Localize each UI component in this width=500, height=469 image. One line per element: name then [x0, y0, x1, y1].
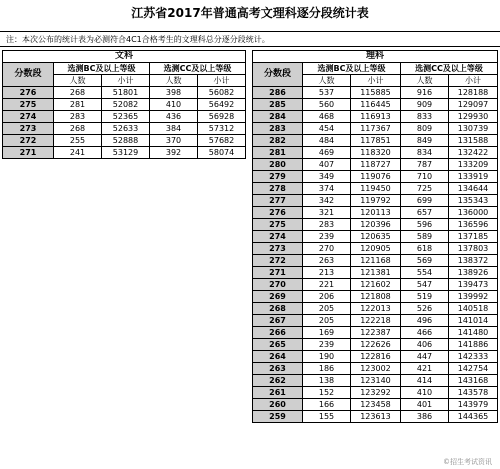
- like-table: [252, 50, 498, 423]
- table-row: [253, 99, 498, 111]
- score-band-cell: 275: [3, 99, 54, 111]
- cc-count-cell: 849: [401, 135, 449, 147]
- score-band-cell: 267: [253, 315, 303, 327]
- cc-subtotal-cell: 128188: [449, 87, 498, 99]
- bc-subtotal-cell: 118727: [351, 159, 401, 171]
- table-row: [253, 255, 498, 267]
- cc-subtotal-cell: 143168: [449, 375, 498, 387]
- cc-count-cell: 496: [401, 315, 449, 327]
- cc-subtotal-cell: 144365: [449, 411, 498, 423]
- cc-subtotal-cell: 129930: [449, 111, 498, 123]
- score-band-cell: 284: [253, 111, 303, 123]
- bc-count-cell: 169: [303, 327, 351, 339]
- score-band-cell: 268: [253, 303, 303, 315]
- score-band-cell: 278: [253, 183, 303, 195]
- wenke-table: [2, 50, 246, 159]
- table-row: [3, 99, 246, 111]
- bc-subtotal-cell: 121808: [351, 291, 401, 303]
- like-section-label: 理科: [253, 51, 498, 63]
- cc-subtotal-cell: 139992: [449, 291, 498, 303]
- cc-count-cell: 519: [401, 291, 449, 303]
- subtotal-header: 小计: [102, 75, 150, 87]
- cc-subtotal-cell: 130739: [449, 123, 498, 135]
- bc-subtotal-cell: 122816: [351, 351, 401, 363]
- cc-count-cell: 554: [401, 267, 449, 279]
- count-header: 人数: [150, 75, 198, 87]
- bc-count-cell: 152: [303, 387, 351, 399]
- bc-count-cell: 283: [303, 219, 351, 231]
- cc-subtotal-cell: 136596: [449, 219, 498, 231]
- table-row: [3, 135, 246, 147]
- table-row: [253, 87, 498, 99]
- bc-count-cell: 206: [303, 291, 351, 303]
- score-band-cell: 272: [253, 255, 303, 267]
- cc-count-cell: 447: [401, 351, 449, 363]
- bc-count-cell: 190: [303, 351, 351, 363]
- bc-count-cell: 263: [303, 255, 351, 267]
- bc-count-cell: 268: [54, 87, 102, 99]
- cc-count-cell: 909: [401, 99, 449, 111]
- table-row: [3, 87, 246, 99]
- bc-count-cell: 469: [303, 147, 351, 159]
- cc-count-cell: 398: [150, 87, 198, 99]
- table-row: [253, 339, 498, 351]
- subtotal-header: 小计: [198, 75, 246, 87]
- cc-subtotal-cell: 142754: [449, 363, 498, 375]
- bc-count-cell: 213: [303, 267, 351, 279]
- cc-count-cell: 410: [401, 387, 449, 399]
- score-band-header: 分数段: [253, 63, 303, 87]
- bc-subtotal-cell: 51801: [102, 87, 150, 99]
- table-row: [253, 303, 498, 315]
- cc-subtotal-cell: 142333: [449, 351, 498, 363]
- bc-subtotal-cell: 119450: [351, 183, 401, 195]
- cc-subtotal-cell: 129097: [449, 99, 498, 111]
- table-row: [3, 147, 246, 159]
- cc-count-cell: 916: [401, 87, 449, 99]
- bc-subtotal-cell: 122218: [351, 315, 401, 327]
- table-row: [253, 111, 498, 123]
- table-row: [253, 231, 498, 243]
- bc-subtotal-cell: 53129: [102, 147, 150, 159]
- cc-subtotal-cell: 139473: [449, 279, 498, 291]
- bc-count-cell: 268: [54, 123, 102, 135]
- cc-subtotal-cell: 140518: [449, 303, 498, 315]
- cc-count-cell: 401: [401, 399, 449, 411]
- score-band-cell: 279: [253, 171, 303, 183]
- score-band-cell: 276: [3, 87, 54, 99]
- cc-subtotal-cell: 137185: [449, 231, 498, 243]
- score-band-cell: 261: [253, 387, 303, 399]
- score-band-cell: 286: [253, 87, 303, 99]
- cc-count-cell: 589: [401, 231, 449, 243]
- bc-subtotal-cell: 120635: [351, 231, 401, 243]
- bc-subtotal-cell: 123140: [351, 375, 401, 387]
- table-row: [253, 291, 498, 303]
- cc-count-cell: 406: [401, 339, 449, 351]
- cc-subtotal-cell: 137803: [449, 243, 498, 255]
- bc-subtotal-cell: 121381: [351, 267, 401, 279]
- cc-count-cell: 834: [401, 147, 449, 159]
- cc-subtotal-cell: 57682: [198, 135, 246, 147]
- score-band-cell: 262: [253, 375, 303, 387]
- cc-subtotal-cell: 56928: [198, 111, 246, 123]
- bc-subtotal-cell: 116445: [351, 99, 401, 111]
- score-band-cell: 282: [253, 135, 303, 147]
- cc-count-cell: 370: [150, 135, 198, 147]
- bc-subtotal-cell: 120113: [351, 207, 401, 219]
- bc-subtotal-cell: 121602: [351, 279, 401, 291]
- cc-subtotal-cell: 58074: [198, 147, 246, 159]
- score-band-cell: 264: [253, 351, 303, 363]
- bc-subtotal-cell: 123458: [351, 399, 401, 411]
- bc-subtotal-cell: 119792: [351, 195, 401, 207]
- score-band-cell: 271: [253, 267, 303, 279]
- table-note: 注：本次公布的统计表为必测符合4C1合格考生的文理科总分逐分段统计。: [6, 35, 270, 44]
- table-row: [253, 399, 498, 411]
- table-row: [253, 183, 498, 195]
- cc-group-header: 选测CC及以上等级: [150, 63, 246, 75]
- bc-subtotal-cell: 122387: [351, 327, 401, 339]
- table-row: [253, 363, 498, 375]
- bc-count-cell: 407: [303, 159, 351, 171]
- cc-count-cell: 386: [401, 411, 449, 423]
- bc-count-cell: 283: [54, 111, 102, 123]
- table-row: [253, 315, 498, 327]
- score-band-cell: 285: [253, 99, 303, 111]
- bc-subtotal-cell: 120396: [351, 219, 401, 231]
- cc-subtotal-cell: 133209: [449, 159, 498, 171]
- cc-count-cell: 384: [150, 123, 198, 135]
- bc-count-cell: 221: [303, 279, 351, 291]
- table-row: [253, 207, 498, 219]
- cc-count-cell: 569: [401, 255, 449, 267]
- bc-subtotal-cell: 118320: [351, 147, 401, 159]
- table-row: [253, 351, 498, 363]
- score-band-cell: 273: [3, 123, 54, 135]
- score-band-cell: 266: [253, 327, 303, 339]
- bc-subtotal-cell: 121168: [351, 255, 401, 267]
- cc-subtotal-cell: 56082: [198, 87, 246, 99]
- bc-group-header: 选测BC及以上等级: [303, 63, 401, 75]
- cc-subtotal-cell: 132422: [449, 147, 498, 159]
- bc-count-cell: 374: [303, 183, 351, 195]
- table-row: [253, 267, 498, 279]
- cc-count-cell: 547: [401, 279, 449, 291]
- cc-count-cell: 618: [401, 243, 449, 255]
- bc-count-cell: 560: [303, 99, 351, 111]
- table-row: [253, 279, 498, 291]
- bc-subtotal-cell: 52082: [102, 99, 150, 111]
- bc-subtotal-cell: 119076: [351, 171, 401, 183]
- bc-subtotal-cell: 52365: [102, 111, 150, 123]
- score-band-header: 分数段: [3, 63, 54, 87]
- cc-subtotal-cell: 56492: [198, 99, 246, 111]
- count-header: 人数: [303, 75, 351, 87]
- cc-subtotal-cell: 136000: [449, 207, 498, 219]
- bc-count-cell: 255: [54, 135, 102, 147]
- cc-subtotal-cell: 141886: [449, 339, 498, 351]
- bc-count-cell: 155: [303, 411, 351, 423]
- cc-subtotal-cell: 133919: [449, 171, 498, 183]
- bc-subtotal-cell: 115885: [351, 87, 401, 99]
- cc-count-cell: 526: [401, 303, 449, 315]
- score-band-cell: 269: [253, 291, 303, 303]
- bc-count-cell: 342: [303, 195, 351, 207]
- cc-subtotal-cell: 143578: [449, 387, 498, 399]
- score-band-cell: 274: [253, 231, 303, 243]
- bc-subtotal-cell: 123292: [351, 387, 401, 399]
- bc-count-cell: 205: [303, 303, 351, 315]
- bc-subtotal-cell: 117367: [351, 123, 401, 135]
- table-row: [3, 123, 246, 135]
- table-row: [253, 123, 498, 135]
- cc-subtotal-cell: 138372: [449, 255, 498, 267]
- cc-count-cell: 410: [150, 99, 198, 111]
- cc-count-cell: 699: [401, 195, 449, 207]
- bc-subtotal-cell: 52888: [102, 135, 150, 147]
- bc-subtotal-cell: 117851: [351, 135, 401, 147]
- score-band-cell: 259: [253, 411, 303, 423]
- table-row: [253, 411, 498, 423]
- table-row: [253, 135, 498, 147]
- score-band-cell: 270: [253, 279, 303, 291]
- bc-count-cell: 468: [303, 111, 351, 123]
- subtotal-header: 小计: [449, 75, 498, 87]
- cc-count-cell: 392: [150, 147, 198, 159]
- score-band-cell: 273: [253, 243, 303, 255]
- cc-subtotal-cell: 138926: [449, 267, 498, 279]
- note-divider: [0, 46, 500, 47]
- cc-count-cell: 833: [401, 111, 449, 123]
- cc-subtotal-cell: 134644: [449, 183, 498, 195]
- bc-count-cell: 138: [303, 375, 351, 387]
- bc-subtotal-cell: 116913: [351, 111, 401, 123]
- bc-subtotal-cell: 123613: [351, 411, 401, 423]
- score-band-cell: 260: [253, 399, 303, 411]
- cc-group-header: 选测CC及以上等级: [401, 63, 498, 75]
- bc-count-cell: 205: [303, 315, 351, 327]
- bc-count-cell: 166: [303, 399, 351, 411]
- cc-subtotal-cell: 135343: [449, 195, 498, 207]
- cc-count-cell: 414: [401, 375, 449, 387]
- score-band-cell: 263: [253, 363, 303, 375]
- table-row: [253, 159, 498, 171]
- bc-count-cell: 186: [303, 363, 351, 375]
- score-band-cell: 275: [253, 219, 303, 231]
- count-header: 人数: [54, 75, 102, 87]
- bc-count-cell: 321: [303, 207, 351, 219]
- bc-subtotal-cell: 122013: [351, 303, 401, 315]
- cc-subtotal-cell: 143979: [449, 399, 498, 411]
- score-band-cell: 280: [253, 159, 303, 171]
- bc-count-cell: 239: [303, 231, 351, 243]
- cc-count-cell: 436: [150, 111, 198, 123]
- bc-count-cell: 241: [54, 147, 102, 159]
- bc-count-cell: 484: [303, 135, 351, 147]
- table-row: [253, 171, 498, 183]
- bc-count-cell: 454: [303, 123, 351, 135]
- cc-subtotal-cell: 141480: [449, 327, 498, 339]
- bc-count-cell: 281: [54, 99, 102, 111]
- bc-count-cell: 537: [303, 87, 351, 99]
- score-band-cell: 274: [3, 111, 54, 123]
- subtotal-header: 小计: [351, 75, 401, 87]
- title-divider: [0, 31, 500, 32]
- score-band-cell: 283: [253, 123, 303, 135]
- watermark: ©招生考试资讯: [443, 458, 492, 466]
- cc-subtotal-cell: 131588: [449, 135, 498, 147]
- score-band-cell: 265: [253, 339, 303, 351]
- cc-count-cell: 787: [401, 159, 449, 171]
- table-row: [253, 219, 498, 231]
- table-row: [253, 147, 498, 159]
- bc-count-cell: 270: [303, 243, 351, 255]
- table-row: [253, 375, 498, 387]
- table-row: [3, 111, 246, 123]
- cc-count-cell: 466: [401, 327, 449, 339]
- wenke-section-label: 文科: [3, 51, 246, 63]
- bc-subtotal-cell: 52633: [102, 123, 150, 135]
- cc-subtotal-cell: 141014: [449, 315, 498, 327]
- score-band-cell: 281: [253, 147, 303, 159]
- cc-count-cell: 421: [401, 363, 449, 375]
- score-band-cell: 271: [3, 147, 54, 159]
- cc-count-cell: 710: [401, 171, 449, 183]
- cc-count-cell: 657: [401, 207, 449, 219]
- bc-subtotal-cell: 123002: [351, 363, 401, 375]
- score-band-cell: 276: [253, 207, 303, 219]
- cc-count-cell: 596: [401, 219, 449, 231]
- page-title: 江苏省2017年普通高考文理科逐分段统计表: [131, 6, 369, 20]
- bc-count-cell: 349: [303, 171, 351, 183]
- bc-count-cell: 239: [303, 339, 351, 351]
- table-row: [253, 195, 498, 207]
- bc-subtotal-cell: 120905: [351, 243, 401, 255]
- score-band-cell: 272: [3, 135, 54, 147]
- table-row: [253, 387, 498, 399]
- cc-subtotal-cell: 57312: [198, 123, 246, 135]
- bc-subtotal-cell: 122626: [351, 339, 401, 351]
- count-header: 人数: [401, 75, 449, 87]
- bc-group-header: 选测BC及以上等级: [54, 63, 150, 75]
- score-band-cell: 277: [253, 195, 303, 207]
- cc-count-cell: 809: [401, 123, 449, 135]
- cc-count-cell: 725: [401, 183, 449, 195]
- table-row: [253, 327, 498, 339]
- table-row: [253, 243, 498, 255]
